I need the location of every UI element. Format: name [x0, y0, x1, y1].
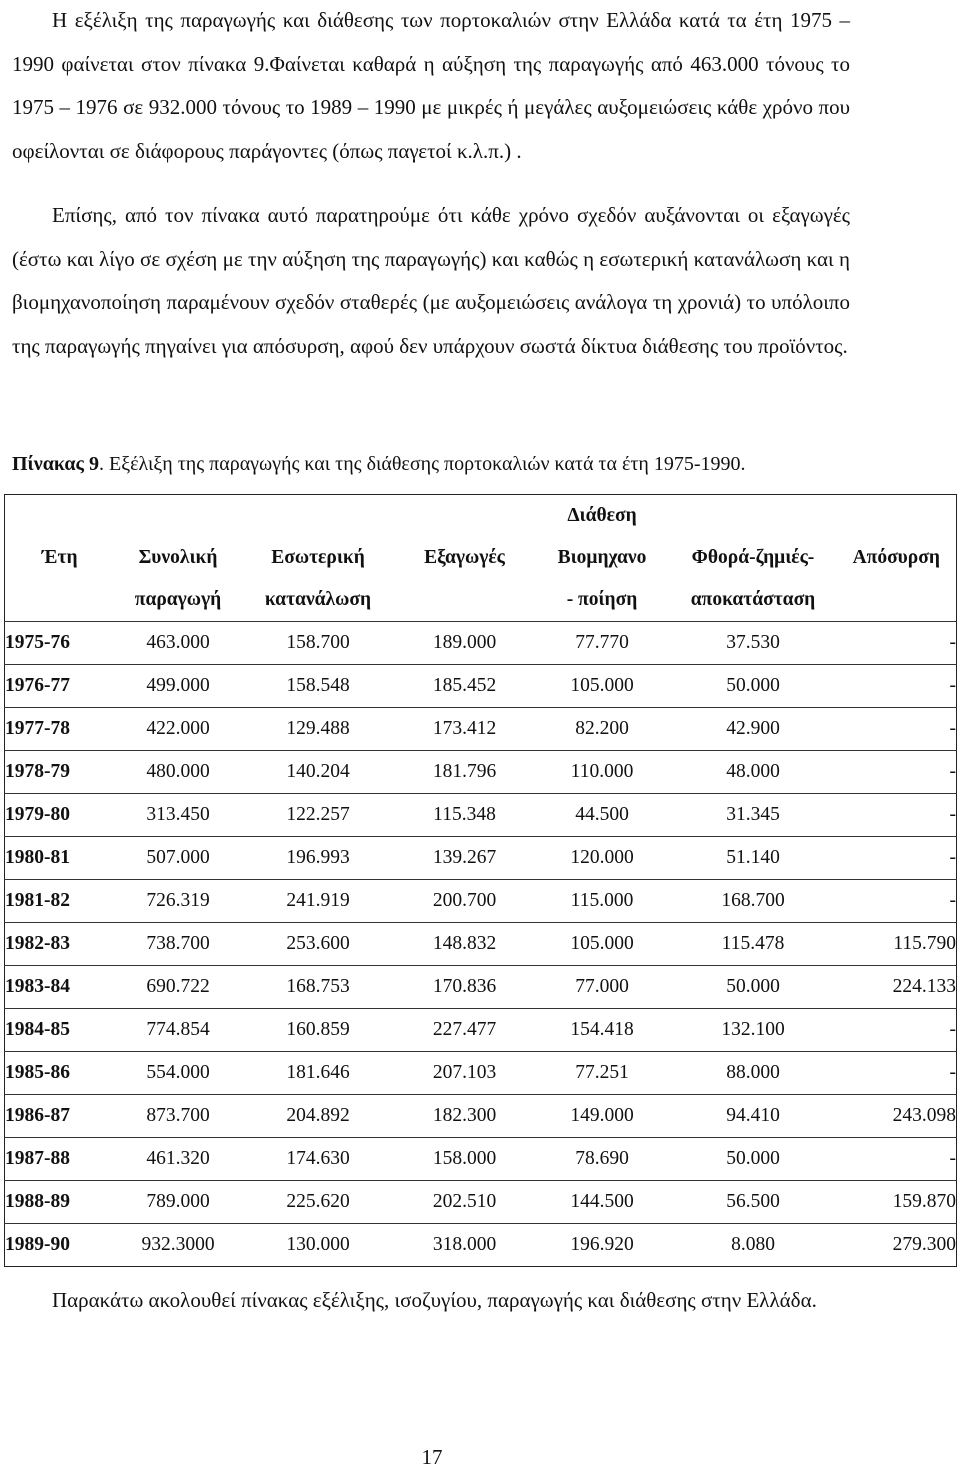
damage-compensation-cell: 48.000 — [670, 751, 837, 794]
industrial-processing-cell: 120.000 — [535, 837, 670, 880]
industrial-processing-cell: 77.000 — [535, 966, 670, 1009]
exports-cell: 200.700 — [395, 880, 535, 923]
table-header-row-continued — [5, 579, 957, 622]
header-years: Έτη — [41, 547, 78, 568]
damage-compensation-cell: 8.080 — [670, 1224, 837, 1267]
withdrawal-cell: - — [837, 1052, 957, 1095]
exports-cell: 148.832 — [395, 923, 535, 966]
withdrawal-cell: - — [837, 837, 957, 880]
table-body — [5, 622, 957, 1267]
year-cell: 1984-85 — [5, 1009, 115, 1052]
year-cell: 1982-83 — [5, 923, 115, 966]
header-industrial-processing-line2: - ποίηση — [566, 589, 638, 610]
header-total-production-line2: παραγωγή — [134, 589, 222, 610]
total-production-cell: 789.000 — [115, 1181, 242, 1224]
year-cell: 1975-76 — [5, 622, 115, 665]
damage-compensation-cell: 50.000 — [670, 665, 837, 708]
table-row — [5, 751, 957, 794]
closing-paragraph-text: Παρακάτω ακολουθεί πίνακας εξέλιξης, ισοζυγίου, παραγωγής και διάθεσης στην Ελλάδα. — [52, 1288, 817, 1312]
withdrawal-cell: - — [837, 622, 957, 665]
total-production-cell: 507.000 — [115, 837, 242, 880]
table-header-row — [5, 537, 957, 579]
exports-cell: 227.477 — [395, 1009, 535, 1052]
industrial-processing-cell: 78.690 — [535, 1138, 670, 1181]
exports-cell: 158.000 — [395, 1138, 535, 1181]
year-cell: 1986-87 — [5, 1095, 115, 1138]
table-row — [5, 1138, 957, 1181]
year-cell: 1976-77 — [5, 665, 115, 708]
header-domestic-consumption-line2: κατανάλωση — [264, 589, 372, 610]
exports-cell: 207.103 — [395, 1052, 535, 1095]
industrial-processing-cell: 77.251 — [535, 1052, 670, 1095]
table-row — [5, 880, 957, 923]
table-row — [5, 923, 957, 966]
withdrawal-cell: - — [837, 1009, 957, 1052]
total-production-cell: 738.700 — [115, 923, 242, 966]
analysis-paragraph-text: Επίσης, από τον πίνακα αυτό παρατηρούμε ότι κάθε χρόνο σχεδόν αυξάνονται οι εξαγωγές (έστω και λίγο σε σχέση με την αύξηση της παραγωγής) και καθώς η εσωτερική κατανάλωση και η βιομηχανοποίηση παραμένουν σχεδόν σταθερές (με αυξομειώσεις ανάλογα τη χρονιά) το υπόλοιπο της παραγωγής πηγαίνει για απόσυρση, αφού δεν υπάρχουν σωστά δίκτυα διάθεσης του προϊόντος. — [12, 203, 850, 358]
total-production-cell: 690.722 — [115, 966, 242, 1009]
damage-compensation-cell: 168.700 — [670, 880, 837, 923]
domestic-consumption-cell: 196.993 — [242, 837, 395, 880]
damage-compensation-cell: 94.410 — [670, 1095, 837, 1138]
intro-paragraph-text: Η εξέλιξη της παραγωγής και διάθεσης των πορτοκαλιών στην Ελλάδα κατά τα έτη 1975 – 1990 φαίνεται στον πίνακα 9.Φαίνεται καθαρά η αύξηση της παραγωγής από 463.000 τόνους το 1975 – 1976 σε 932.000 τόνους το 1989 – 1990 με μικρές ή μεγάλες αυξομειώσεις κάθε χρόνο που οφείλονται σε διάφορους παράγοντες (όπως παγετοί κ.λ.π.) . — [12, 8, 850, 163]
total-production-cell: 463.000 — [115, 622, 242, 665]
industrial-processing-cell: 196.920 — [535, 1224, 670, 1267]
year-cell: 1985-86 — [5, 1052, 115, 1095]
exports-cell: 181.796 — [395, 751, 535, 794]
domestic-consumption-cell: 225.620 — [242, 1181, 395, 1224]
total-production-cell: 726.319 — [115, 880, 242, 923]
exports-cell: 139.267 — [395, 837, 535, 880]
withdrawal-cell: - — [837, 751, 957, 794]
table-row — [5, 794, 957, 837]
page-number: 17 — [421, 1445, 443, 1469]
header-exports: Εξαγωγές — [424, 547, 505, 568]
header-damage-compensation-line2: αποκατάσταση — [690, 589, 816, 610]
year-cell: 1980-81 — [5, 837, 115, 880]
exports-cell: 182.300 — [395, 1095, 535, 1138]
orange-production-table — [4, 494, 957, 1267]
domestic-consumption-cell: 158.548 — [242, 665, 395, 708]
industrial-processing-cell: 44.500 — [535, 794, 670, 837]
total-production-cell: 873.700 — [115, 1095, 242, 1138]
year-cell: 1978-79 — [5, 751, 115, 794]
exports-cell: 115.348 — [395, 794, 535, 837]
intro-paragraph — [12, 0, 850, 173]
table-row — [5, 837, 957, 880]
withdrawal-cell: 224.133 — [837, 966, 957, 1009]
year-cell: 1988-89 — [5, 1181, 115, 1224]
domestic-consumption-cell: 181.646 — [242, 1052, 395, 1095]
header-industrial-processing: Βιομηχανο — [557, 547, 647, 568]
table-row — [5, 708, 957, 751]
industrial-processing-cell: 110.000 — [535, 751, 670, 794]
withdrawal-cell: - — [837, 665, 957, 708]
table-caption — [12, 451, 912, 477]
withdrawal-cell: - — [837, 1138, 957, 1181]
domestic-consumption-cell: 130.000 — [242, 1224, 395, 1267]
total-production-cell: 774.854 — [115, 1009, 242, 1052]
damage-compensation-cell: 50.000 — [670, 966, 837, 1009]
header-withdrawal: Απόσυρση — [852, 547, 940, 568]
total-production-cell: 499.000 — [115, 665, 242, 708]
exports-cell: 173.412 — [395, 708, 535, 751]
exports-cell: 202.510 — [395, 1181, 535, 1224]
damage-compensation-cell: 31.345 — [670, 794, 837, 837]
header-total-production: Συνολική — [138, 547, 218, 568]
damage-compensation-cell: 42.900 — [670, 708, 837, 751]
total-production-cell: 554.000 — [115, 1052, 242, 1095]
damage-compensation-cell: 56.500 — [670, 1181, 837, 1224]
damage-compensation-cell: 50.000 — [670, 1138, 837, 1181]
withdrawal-cell: 279.300 — [837, 1224, 957, 1267]
industrial-processing-cell: 115.000 — [535, 880, 670, 923]
table-row — [5, 622, 957, 665]
industrial-processing-cell: 154.418 — [535, 1009, 670, 1052]
total-production-cell: 932.3000 — [115, 1224, 242, 1267]
damage-compensation-cell: 132.100 — [670, 1009, 837, 1052]
damage-compensation-cell: 88.000 — [670, 1052, 837, 1095]
damage-compensation-cell: 115.478 — [670, 923, 837, 966]
industrial-processing-cell: 82.200 — [535, 708, 670, 751]
withdrawal-cell: - — [837, 880, 957, 923]
table-row — [5, 1009, 957, 1052]
domestic-consumption-cell: 241.919 — [242, 880, 395, 923]
disposal-group-header: Διάθεση — [567, 505, 637, 526]
exports-cell: 189.000 — [395, 622, 535, 665]
domestic-consumption-cell: 253.600 — [242, 923, 395, 966]
table-row — [5, 1224, 957, 1267]
total-production-cell: 422.000 — [115, 708, 242, 751]
year-cell: 1987-88 — [5, 1138, 115, 1181]
exports-cell: 185.452 — [395, 665, 535, 708]
year-cell: 1983-84 — [5, 966, 115, 1009]
domestic-consumption-cell: 168.753 — [242, 966, 395, 1009]
header-domestic-consumption: Εσωτερική — [271, 547, 365, 568]
industrial-processing-cell: 105.000 — [535, 923, 670, 966]
exports-cell: 170.836 — [395, 966, 535, 1009]
withdrawal-cell: 243.098 — [837, 1095, 957, 1138]
total-production-cell: 461.320 — [115, 1138, 242, 1181]
table-caption-text: . Εξέλιξη της παραγωγής και της διάθεσης πορτοκαλιών κατά τα έτη 1975-1990. — [98, 453, 746, 475]
year-cell: 1989-90 — [5, 1224, 115, 1267]
domestic-consumption-cell: 122.257 — [242, 794, 395, 837]
header-damage-compensation: Φθορά-ζημιές- — [691, 547, 815, 568]
damage-compensation-cell: 37.530 — [670, 622, 837, 665]
withdrawal-cell: - — [837, 708, 957, 751]
year-cell: 1981-82 — [5, 880, 115, 923]
industrial-processing-cell: 144.500 — [535, 1181, 670, 1224]
analysis-paragraph — [12, 194, 850, 368]
domestic-consumption-cell: 160.859 — [242, 1009, 395, 1052]
industrial-processing-cell: 149.000 — [535, 1095, 670, 1138]
table-row — [5, 1181, 957, 1224]
industrial-processing-cell: 105.000 — [535, 665, 670, 708]
total-production-cell: 480.000 — [115, 751, 242, 794]
table-group-header-row — [5, 495, 957, 538]
table-row — [5, 1052, 957, 1095]
closing-paragraph — [12, 1280, 912, 1320]
total-production-cell: 313.450 — [115, 794, 242, 837]
domestic-consumption-cell: 158.700 — [242, 622, 395, 665]
table-caption-label: Πίνακας 9 — [12, 453, 99, 475]
damage-compensation-cell: 51.140 — [670, 837, 837, 880]
withdrawal-cell: - — [837, 794, 957, 837]
year-cell: 1979-80 — [5, 794, 115, 837]
table-row — [5, 966, 957, 1009]
withdrawal-cell: 115.790 — [837, 923, 957, 966]
industrial-processing-cell: 77.770 — [535, 622, 670, 665]
year-cell: 1977-78 — [5, 708, 115, 751]
domestic-consumption-cell: 129.488 — [242, 708, 395, 751]
domestic-consumption-cell: 140.204 — [242, 751, 395, 794]
domestic-consumption-cell: 204.892 — [242, 1095, 395, 1138]
table-row — [5, 665, 957, 708]
exports-cell: 318.000 — [395, 1224, 535, 1267]
withdrawal-cell: 159.870 — [837, 1181, 957, 1224]
table-row — [5, 1095, 957, 1138]
domestic-consumption-cell: 174.630 — [242, 1138, 395, 1181]
